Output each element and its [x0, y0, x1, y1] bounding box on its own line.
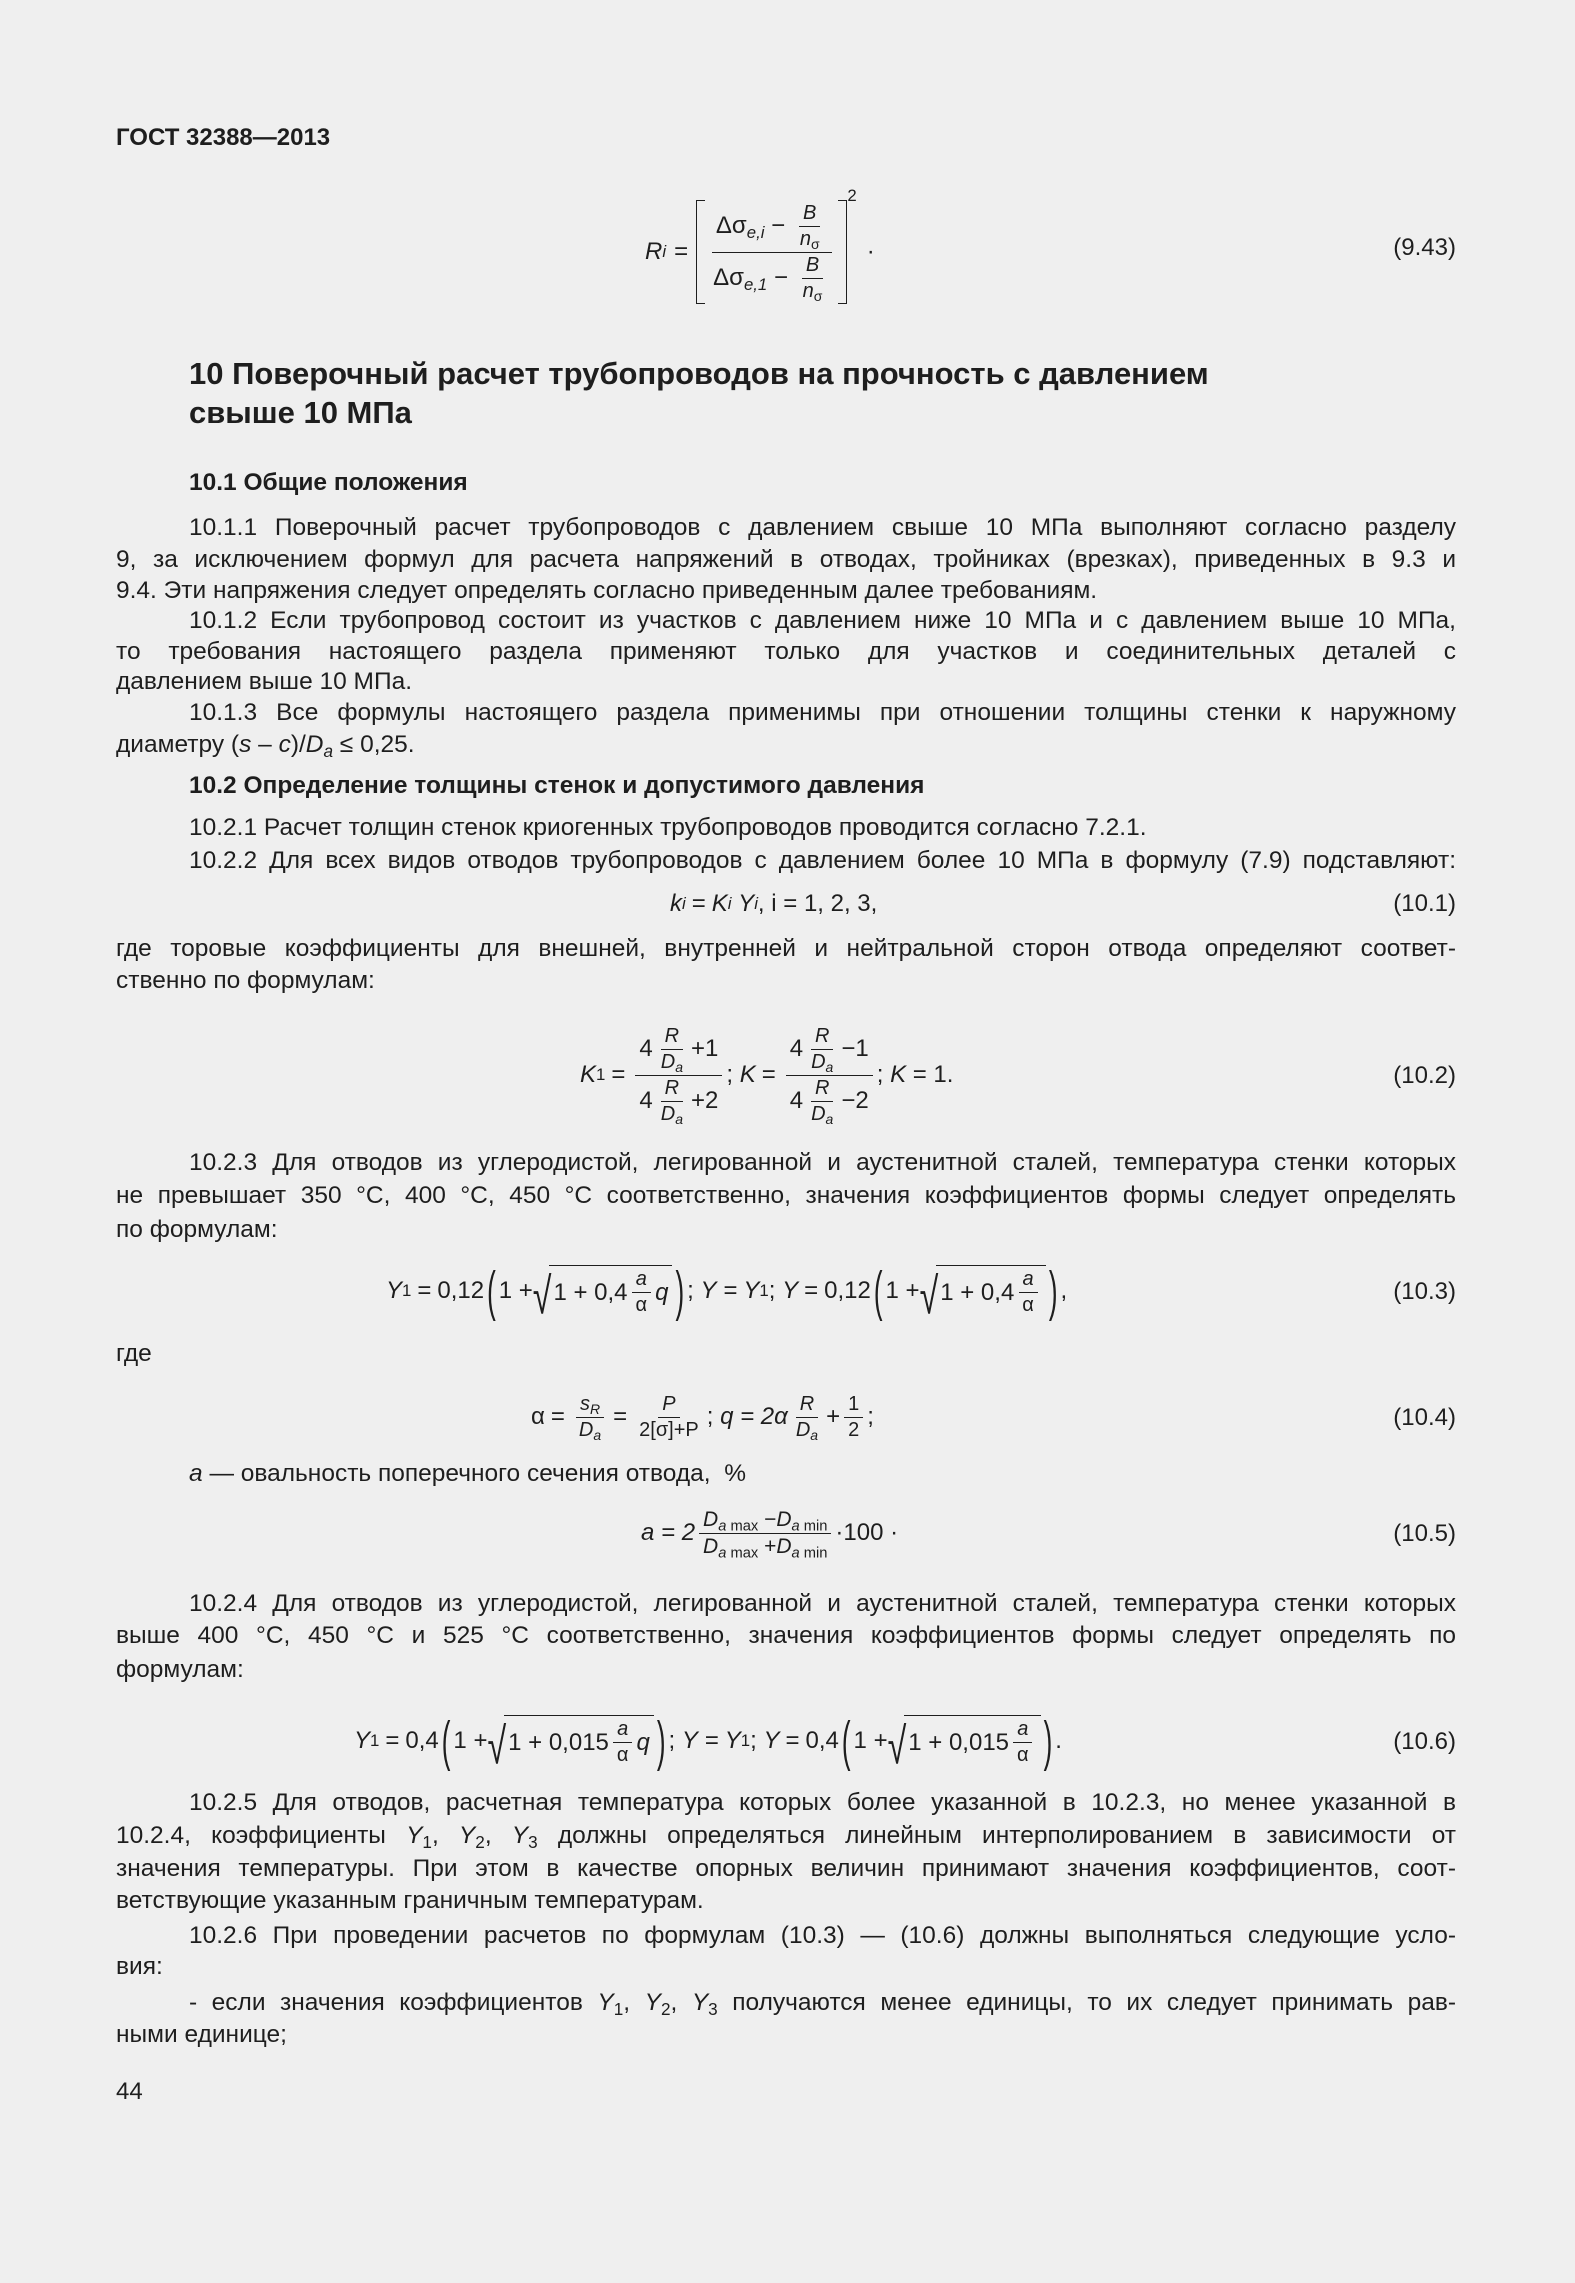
equation-number: (10.4) [1393, 1404, 1456, 1431]
text-line: где торовые коэффициенты для внешней, внутренней и нейтральной сторон отвода определяют соответ- [116, 935, 1456, 962]
f-text: R [661, 1025, 683, 1050]
text-line: выше 400 °С, 450 °С и 525 °С соответственно, значения коэффициентов формы следует определять по [116, 1622, 1456, 1649]
f-text: a [825, 1058, 834, 1075]
f-text: Y [681, 1727, 698, 1754]
sqrt: √ 1 + 0,015 $\frac{a}{\alpha}$ [888, 1715, 1041, 1767]
f-text: K [580, 1061, 597, 1088]
text-line: то требования настоящего раздела применяют только для участков и соединительных деталей с [116, 638, 1456, 665]
text-line: по формулам: [116, 1216, 278, 1243]
formula-10-5 [641, 1500, 898, 1566]
t: Y [511, 1822, 529, 1849]
f-text: e,1 [743, 274, 768, 294]
f-text: − [773, 263, 788, 291]
f-text: = [417, 1277, 432, 1304]
f-text: 0,4 [805, 1727, 839, 1754]
f-text: D [703, 1534, 719, 1558]
paren: ( [487, 1258, 496, 1322]
f-text: 4 [639, 1087, 653, 1114]
t: Y [458, 1822, 476, 1849]
f-text: ·100 · [835, 1519, 899, 1546]
f-text: ; [867, 1403, 874, 1430]
text-line: не превышает 350 °С, 400 °С, 450 °С соответственно, значения коэффициентов формы следует определять [116, 1182, 1456, 1209]
t: – [251, 731, 279, 758]
text-line: 10.2.3 Для отводов из углеродистой, легированной и аустенитной сталей, температура стенки которых [189, 1149, 1456, 1176]
text-line: 10.2.6 При проведении расчетов по формулам (10.3) — (10.6) должны выполняться следующие усло- [189, 1922, 1456, 1949]
text-line: давлением выше 10 МПа. [116, 668, 413, 695]
f-text: = Y [716, 1277, 760, 1304]
f-text: 2 [848, 1418, 860, 1441]
section-heading: свыше 10 МПа [189, 395, 412, 430]
f-text: α [531, 1403, 545, 1430]
f-text: = 1. [906, 1061, 954, 1088]
f-text: . [1055, 1727, 1062, 1754]
page-number: 44 [116, 2078, 143, 2105]
f-text: · [866, 238, 875, 265]
f-text: a [1019, 1268, 1038, 1293]
f-text: = [385, 1727, 400, 1754]
f-text: 1 + [498, 1277, 533, 1304]
f-text: P [658, 1393, 679, 1418]
f-text: ; [668, 1727, 676, 1754]
formula-10-1: k i = K i Y i , i = 1, 2, 3, [670, 889, 878, 917]
f-text: a [593, 1426, 602, 1443]
f-text: D [703, 1507, 719, 1531]
f-text: D [578, 1418, 594, 1441]
subsection-heading: 10.1 Общие положения [189, 469, 468, 496]
f-text: R [645, 238, 663, 265]
t: — овальность поперечного сечения отвода, % [202, 1460, 746, 1487]
f-text: a [718, 1517, 727, 1534]
f-text: α [1017, 1744, 1029, 1766]
f-text: σ [810, 235, 820, 252]
text-line: значения температуры. При этом в качестве опорных величин принимают значения коэффициентов, соот- [116, 1855, 1456, 1882]
f-text: n [799, 227, 811, 250]
f-text: max [726, 1544, 759, 1561]
f-text: , [1060, 1277, 1068, 1304]
equation-number: (10.5) [1393, 1520, 1456, 1547]
f-text: = [674, 238, 689, 265]
f-text: Y [700, 1277, 717, 1304]
f-text: k [670, 889, 682, 917]
t: - если значения коэффициентов [189, 1989, 598, 2016]
f-text: + [826, 1403, 841, 1430]
f-text: ; [876, 1061, 884, 1088]
f-text: Y [738, 889, 755, 917]
f-text: a [810, 1426, 819, 1443]
f-text: min [799, 1544, 828, 1561]
text-line: 10.1.3 Все формулы настоящего раздела применимы при отношении толщины стенки к наружному [189, 699, 1456, 726]
f-text: = [804, 1277, 819, 1304]
f-text: 0,12 [824, 1277, 871, 1304]
f-text: D [776, 1534, 792, 1558]
t: 1 [613, 1999, 624, 2020]
f-text: Δσ [715, 211, 747, 239]
f-text: α [1022, 1294, 1034, 1316]
t: s [239, 731, 252, 758]
f-text: −2 [841, 1087, 869, 1114]
f-text: D [776, 1507, 792, 1531]
t: D [305, 731, 324, 758]
f-text: n [802, 279, 814, 302]
text-line [116, 1820, 1456, 1851]
text-line: 9.4. Эти напряжения следует определять согласно приведенным далее требованиям. [116, 577, 1098, 604]
t: диаметру ( [116, 731, 240, 758]
text-line [116, 729, 1456, 760]
f-text: α [616, 1744, 629, 1766]
equation-number: (10.6) [1393, 1728, 1456, 1755]
paren: ( [441, 1708, 451, 1772]
t: , [484, 1822, 512, 1849]
f-text: K [711, 889, 728, 917]
f-text: = [691, 889, 706, 917]
f-text: R [589, 1400, 601, 1417]
subsection-heading: 10.2 Определение толщины стенок и допустимого давления [189, 772, 925, 799]
fraction [635, 1025, 722, 1126]
equation-number: (9.43) [1393, 234, 1456, 261]
text-line: 10.1.1 Поверочный расчет трубопроводов с давлением свыше 10 МПа выполняют согласно разделу [189, 514, 1456, 541]
f-text: Δσ [713, 263, 744, 291]
f-text: − [771, 211, 786, 239]
document-header: ГОСТ 32388—2013 [116, 124, 331, 151]
f-text: = [785, 1727, 800, 1754]
t: получаются менее единицы, то их следует принимать рав- [717, 1989, 1456, 2016]
f-text: D [811, 1102, 826, 1125]
t: a [323, 741, 334, 762]
f-text: 2[σ]+P [639, 1418, 699, 1441]
f-text: K [739, 1061, 756, 1088]
sqrt: √ 1 + 0,4 $\frac{a}{\alpha}$ [920, 1265, 1046, 1317]
paren: ) [1043, 1708, 1053, 1772]
f-text: a [613, 1718, 632, 1743]
f-text: 4 [789, 1087, 804, 1114]
text-line: 10.2.2 Для всех видов отводов трубопроводов с давлением более 10 МПа в формулу (7.9) подставляют: [189, 847, 1456, 874]
f-text: a [718, 1544, 727, 1561]
formula-10-2: K 1 = 4 $\frac{R}{D_a}$ +1 4 $\frac{R}{D_a}$ +2 ; K = 4 $\frac{R}{D_a}$ −1 4 $\frac{R}{D_a}$ −2 ; K = 1. [580, 1024, 954, 1127]
f-text: ; [750, 1727, 757, 1754]
f-text: 1 + [853, 1727, 888, 1754]
f-text: ; [706, 1403, 714, 1430]
f-text: Y [782, 1277, 799, 1304]
f-text: −1 [841, 1035, 869, 1062]
text-line: 10.2.4 Для отводов из углеродистой, легированной и аустенитной сталей, температура стенки которых [189, 1590, 1456, 1617]
fraction [786, 1025, 873, 1126]
equation-number: (10.1) [1393, 890, 1456, 917]
t: Y [597, 1989, 614, 2016]
text-line: 10.1.2 Если трубопровод состоит из участков с давлением ниже 10 МПа и с давлением выше 10 МПа, [189, 607, 1456, 634]
text-line: 9, за исключением формул для расчета напряжений в отводах, тройниках (врезках), приведенных в 9.3 и [116, 546, 1456, 573]
f-text: R [661, 1077, 683, 1102]
t: 2 [475, 1832, 485, 1853]
text-line: ственно по формулам: [116, 967, 375, 994]
f-text: 4 [789, 1035, 804, 1062]
f-text: +1 [690, 1035, 719, 1062]
f-text: a [1013, 1718, 1032, 1743]
f-text: a [632, 1268, 651, 1293]
formula-10-3: Y 1 = 0,12 ( 1 + √ 1 + 0,4 $\frac{a}{\alpha}$ q ) ; Y = Y 1 ; Y = 0,12 ( 1 + √ 1 + 0,4 $\frac{a}{\alpha}$ ) , [386, 1258, 1068, 1326]
f-text: q [655, 1278, 669, 1306]
f-text: 0,4 [405, 1727, 439, 1754]
equation-number: (10.3) [1393, 1278, 1456, 1305]
text-line [189, 1458, 1456, 1489]
f-text: ; [768, 1277, 776, 1304]
t: 3 [708, 1999, 718, 2020]
t: c [278, 731, 291, 758]
f-text: 0,12 [437, 1277, 485, 1304]
f-text: ; [687, 1277, 694, 1304]
f-text: 1 + 0,015 [508, 1728, 609, 1756]
text-line: вия: [116, 1953, 163, 1980]
t: 1 [422, 1832, 432, 1853]
f-text: s [579, 1392, 590, 1415]
f-text: q [636, 1728, 650, 1756]
f-text: 1 + [885, 1277, 920, 1304]
t: a [189, 1460, 203, 1487]
t: 3 [528, 1832, 538, 1853]
f-text: Y [763, 1727, 780, 1754]
fraction [709, 202, 834, 303]
f-text: R [811, 1025, 833, 1050]
f-text: = [550, 1403, 565, 1430]
f-text: = Y [697, 1727, 741, 1754]
f-text: q = 2α [720, 1403, 788, 1430]
f-text: B [799, 202, 820, 227]
t: , [431, 1822, 459, 1849]
t: Y [406, 1822, 423, 1849]
paren: ) [675, 1258, 685, 1322]
f-text: ; [726, 1061, 734, 1088]
f-text: 1 [844, 1393, 863, 1418]
t: Y [691, 1989, 709, 2016]
f-text: min [799, 1517, 828, 1534]
f-text: α [635, 1294, 648, 1316]
f-text: a [675, 1058, 683, 1075]
text-line: формулам: [116, 1656, 244, 1683]
sqrt: √ 1 + 0,4 $\frac{a}{\alpha}$ q [533, 1265, 673, 1317]
f-text: + [764, 1534, 777, 1558]
f-text: = [761, 1061, 776, 1088]
f-text: D [795, 1418, 811, 1441]
f-text: a [825, 1110, 834, 1127]
formula-9-43: R i = $\Delta\sigma_{e,i}$ − $\frac{B}{n_\sigma}$ $\Delta\sigma_{e,1}$ − $\frac{B}{n_\sigma}$ 2 · [645, 186, 875, 304]
f-text: a [791, 1517, 800, 1534]
f-text: Y [386, 1277, 403, 1304]
section-heading: 10 Поверочный расчет трубопроводов на прочность с давлением [189, 356, 1209, 391]
f-text: K [890, 1061, 907, 1088]
formula-10-6: Y 1 = 0,4 ( 1 + √ 1 + 0,015 $\frac{a}{\alpha}$ q ) ; Y = Y 1 ; Y = 0,4 ( 1 + √ 1 + 0,015 $\frac{a}{\alpha}$ ) . [354, 1708, 1062, 1776]
f-text: 1 + [453, 1727, 488, 1754]
f-text: D [660, 1102, 676, 1125]
f-text: R [796, 1393, 818, 1418]
f-text: B [802, 254, 823, 279]
f-text: 1 + 0,4 [553, 1278, 628, 1306]
f-text: a [791, 1544, 800, 1561]
left-bracket [696, 200, 705, 304]
f-text: R [811, 1077, 833, 1102]
f-text: a [675, 1110, 683, 1127]
t: , [670, 1989, 692, 2016]
f-text: − [764, 1507, 777, 1531]
f-text: a = 2 [641, 1519, 696, 1546]
f-text: = [611, 1061, 626, 1088]
f-text: D [811, 1050, 826, 1073]
f-text: , i = 1, 2, 3, [757, 889, 878, 917]
t: должны определяться линейным интерполированием в зависимости от [537, 1822, 1457, 1849]
f-text: 1 + 0,015 [908, 1728, 1010, 1756]
f-text: +2 [690, 1087, 719, 1114]
f-text: = [613, 1403, 628, 1430]
formula-10-4 [531, 1385, 874, 1449]
f-text: 4 [639, 1035, 653, 1062]
text-line: 10.2.1 Расчет толщин стенок криогенных трубопроводов проводится согласно 7.2.1. [189, 814, 1147, 841]
f-text: e,i [746, 222, 765, 242]
f-text: max [726, 1517, 759, 1534]
text-line: ными единице; [116, 2021, 287, 2048]
paren: ( [873, 1258, 883, 1322]
text-line: 10.2.5 Для отводов, расчетная температура которых более указанной в 10.2.3, но менее указанной в [189, 1789, 1456, 1816]
paren: ) [1048, 1258, 1058, 1322]
right-bracket [838, 200, 847, 304]
text-line: где [116, 1340, 152, 1367]
f-text: Y [354, 1727, 371, 1754]
t: )/ [290, 731, 306, 758]
text-line: ветствующие указанным граничным температурам. [116, 1887, 704, 1914]
t: , [623, 1989, 645, 2016]
t: 2 [660, 1999, 671, 2020]
t: Y [644, 1989, 661, 2016]
paren: ( [841, 1708, 851, 1772]
sqrt: √ 1 + 0,015 $\frac{a}{\alpha}$ q [487, 1715, 653, 1767]
text-line [189, 1987, 1456, 2018]
f-text: 1 + 0,4 [940, 1278, 1015, 1306]
f-text: σ [813, 287, 823, 304]
paren: ) [656, 1708, 666, 1772]
f-text: D [660, 1050, 676, 1073]
t: 10.2.4, коэффициенты [116, 1822, 407, 1849]
equation-number: (10.2) [1393, 1062, 1456, 1089]
t: ≤ 0,25. [333, 731, 415, 758]
